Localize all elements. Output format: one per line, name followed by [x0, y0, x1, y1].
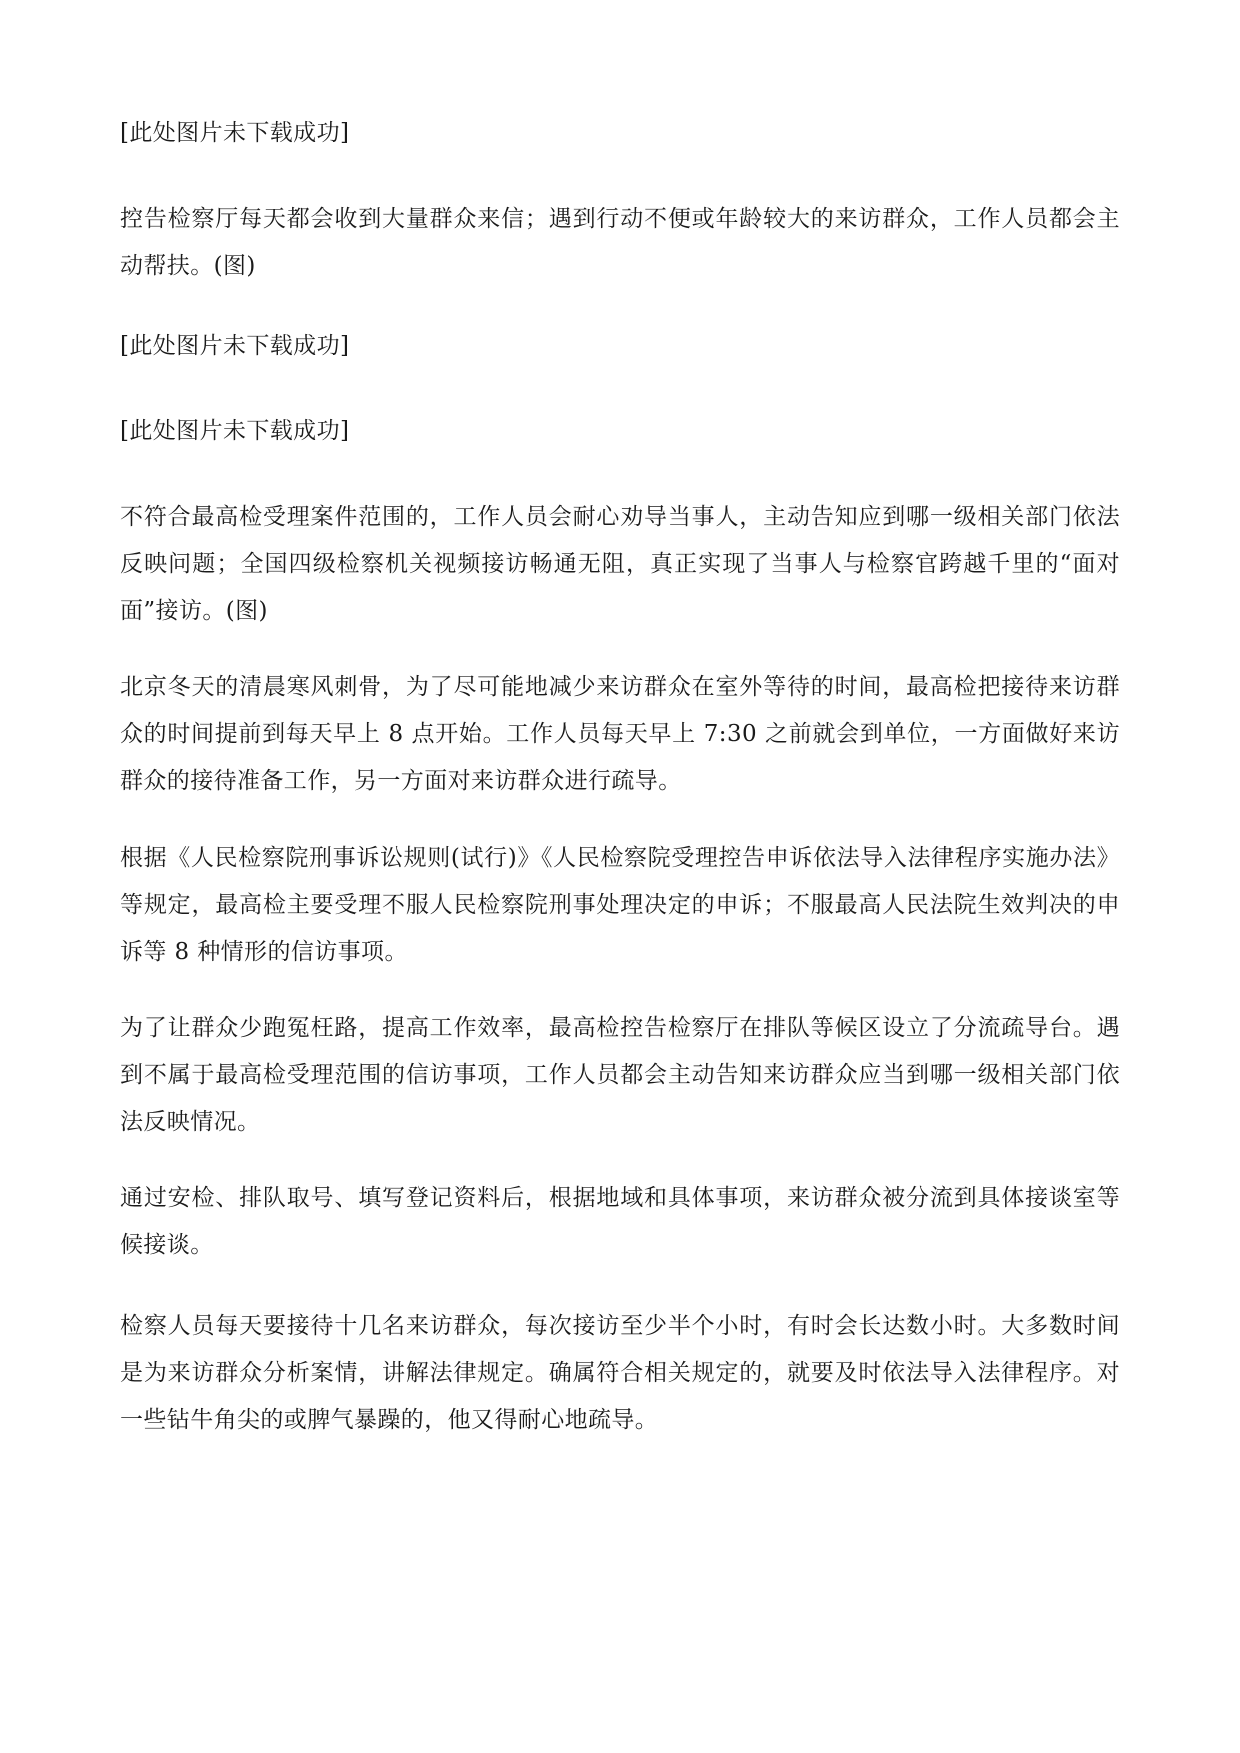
paragraph-daily-reception: 检察人员每天要接待十几名来访群众，每次接访至少半个小时，有时会长达数小时。大多数时间是为来访群众分析案情，讲解法律规定。确属符合相关规定的，就要及时依法导入法律程序。对一些钻牛角尖的或脾气暴躁的，他又得耐心地疏导。: [120, 1313, 1120, 1433]
paragraph-triage-desk: 为了让群众少跑冤枉路，提高工作效率，最高检控告检察厅在排队等候区设立了分流疏导台。遇到不属于最高检受理范围的信访事项，工作人员都会主动告知来访群众应当到哪一级相关部门依法反映情况。: [120, 1015, 1120, 1135]
paragraph-security-queue: 通过安检、排队取号、填写登记资料后，根据地域和具体事项，来访群众被分流到具体接谈室等候接谈。: [120, 1185, 1120, 1258]
paragraph-winter-morning: 北京冬天的清晨寒风刺骨，为了尽可能地减少来访群众在室外等待的时间，最高检把接待来访群众的时间提前到每天早上 8 点开始。工作人员每天早上 7:30 之前就会到单位，一方面做好来访群众的接待准备工作，另一方面对来访群众进行疏导。: [120, 674, 1120, 794]
paragraph-complaint-office: 控告检察厅每天都会收到大量群众来信；遇到行动不便或年龄较大的来访群众，工作人员都会主动帮扶。(图): [120, 206, 1120, 279]
image-missing-placeholder: [此处图片未下载成功]: [120, 120, 350, 146]
paragraph-regulations: 根据《人民检察院刑事诉讼规则(试行)》《人民检察院受理控告申诉依法导入法律程序实施办法》等规定，最高检主要受理不服人民检察院刑事处理决定的申诉；不服最高人民法院生效判决的申诉等 8 种情形的信访事项。: [120, 845, 1120, 965]
paragraph-out-of-scope-guidance: 不符合最高检受理案件范围的，工作人员会耐心劝导当事人，主动告知应到哪一级相关部门依法反映问题；全国四级检察机关视频接访畅通无阻，真正实现了当事人与检察官跨越千里的“面对面”接访。(图): [120, 504, 1120, 624]
image-missing-placeholder: [此处图片未下载成功]: [120, 418, 350, 444]
image-missing-placeholder: [此处图片未下载成功]: [120, 333, 350, 359]
